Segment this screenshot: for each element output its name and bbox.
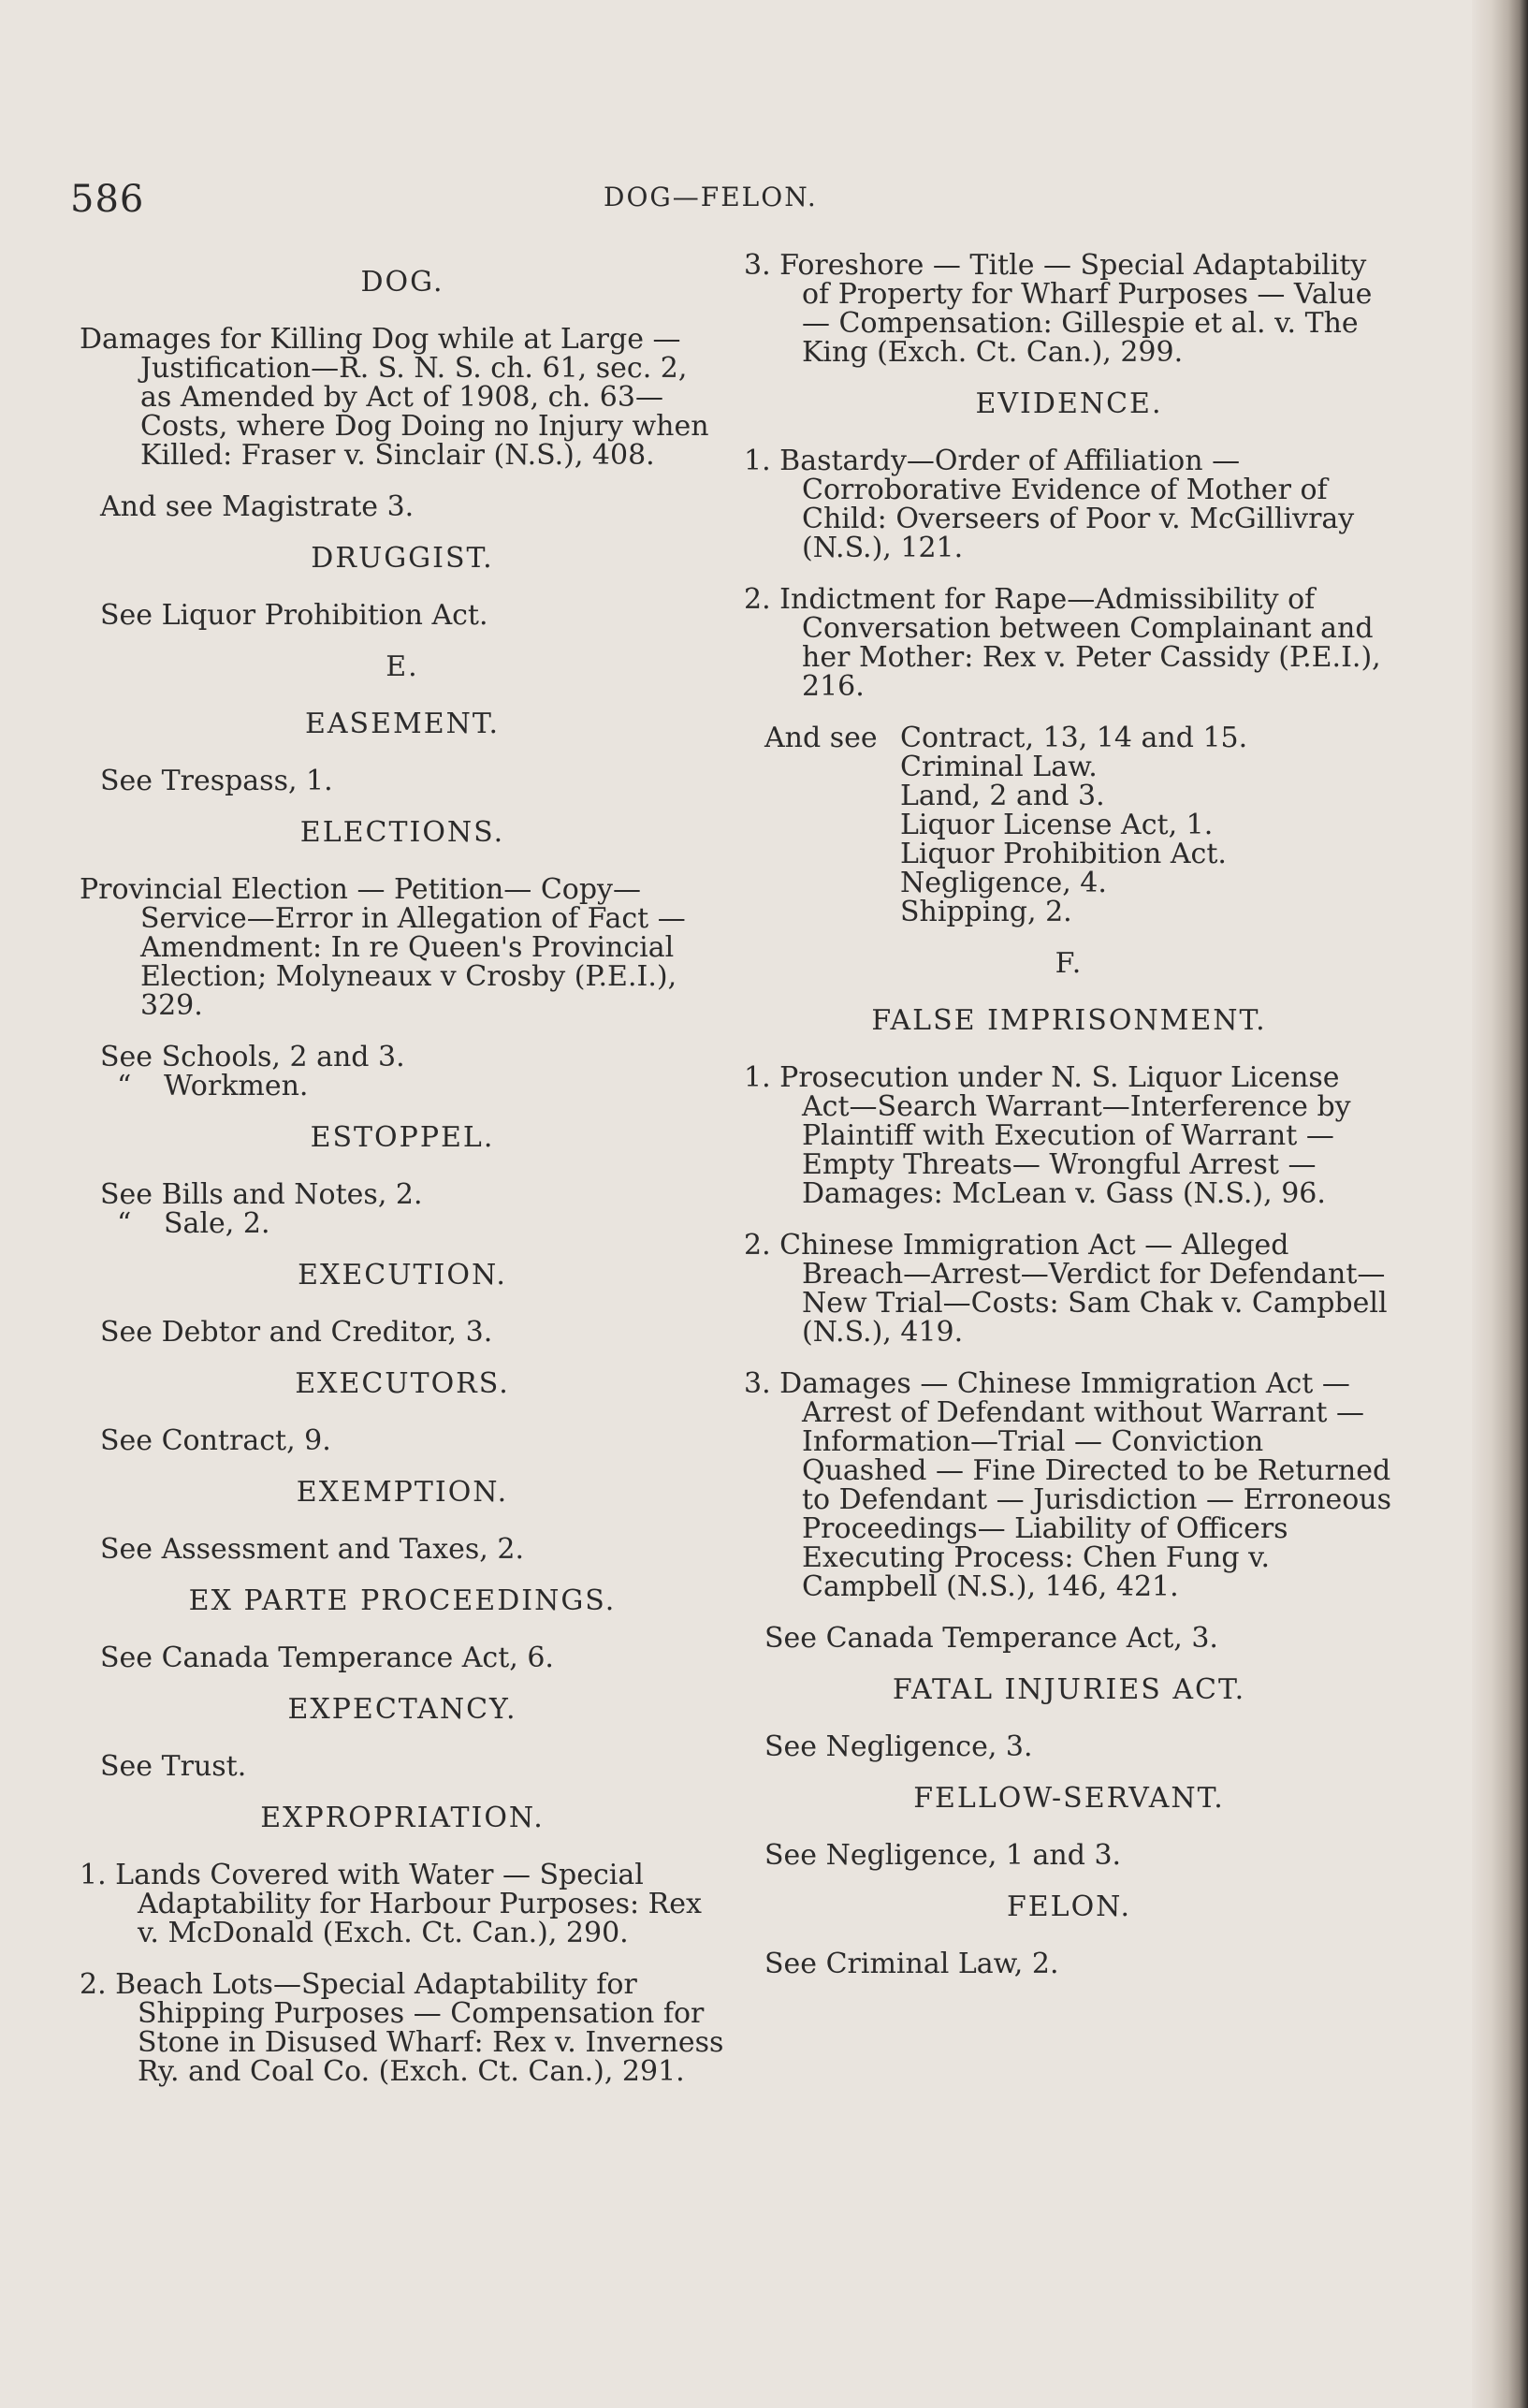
entry-false-imprisonment-1: 1. Prosecution under N. S. Liquor License Act—Search Warrant—Interference by Plaintiff with Execution of Warrant — Empty Threats— Wrongful Arrest — Damages: McLean v. Gass (N.S.), 96. — [744, 1061, 1351, 1210]
book-spine-shadow — [1472, 0, 1528, 2408]
entry-false-imprisonment-3: 3. Damages — Chinese Immigration Act —Arrest of Defendant without Warrant — Information—Trial — Conviction Quashed — Fine Directed to be Returned to Defendant — Jurisdiction — Erroneous Proceedings— Liability of Officers Executing Process: Chen Fung v. Campbell (N.S.), 146, 421. — [744, 1367, 1392, 1603]
see-estoppel-1: See Bills and Notes, 2. — [100, 1178, 423, 1211]
heading-easement: EASEMENT. — [304, 708, 501, 740]
see-ex-parte: See Canada Temperance Act, 6. — [100, 1642, 554, 1674]
see-fatal-injuries: See Negligence, 3. — [764, 1730, 1033, 1763]
see-estoppel-2 — [100, 1209, 725, 1238]
see-false-imprisonment: See Canada Temperance Act, 3. — [764, 1622, 1218, 1655]
and-see-item: Criminal Law. — [900, 751, 1098, 783]
and-see-items — [900, 723, 1394, 927]
and-see-item: Negligence, 4. — [900, 867, 1107, 899]
ditto-mark: “ — [117, 1207, 132, 1240]
entry-expropriation-1: 1. Lands Covered with Water — Special Adaptability for Harbour Purposes: Rex v. McDonald (Exch. Ct. Can.), 290. — [80, 1859, 702, 1949]
see-estoppel-2-text: Sale, 2. — [164, 1207, 270, 1240]
see-fellow-servant: See Negligence, 1 and 3. — [764, 1839, 1122, 1872]
entry-expropriation-2: 2. Beach Lots—Special Adaptability for Shipping Purposes — Compensation for Stone in Disused Wharf: Rex v. Inverness Ry. and Coal Co. (Exch. Ct. Can.), 291. — [80, 1968, 724, 2088]
heading-expectancy: EXPECTANCY. — [287, 1693, 517, 1726]
heading-false-imprisonment: FALSE IMPRISONMENT. — [871, 1004, 1267, 1037]
page-header — [0, 178, 1497, 225]
entry-dog: Damages for Killing Dog while at Large —Justification—R. S. N. S. ch. 61, sec. 2, as Amended by Act of 1908, ch. 63—Costs, where Dog Doing no Injury when Killed: Fraser v. Sinclair (N.S.), 408. — [80, 323, 709, 472]
entry-expropriation-3: 3. Foreshore — Title — Special Adaptability of Property for Wharf Purposes — Value — Compensation: Gillespie et al. v. The King (Exch. Ct. Can.), 299. — [744, 249, 1373, 369]
and-see-magistrate: And see Magistrate 3. — [100, 490, 415, 523]
heading-expropriation: EXPROPRIATION. — [260, 1802, 545, 1834]
right-column — [744, 251, 1394, 2001]
see-execution: See Debtor and Creditor, 3. — [100, 1316, 493, 1349]
heading-felon: FELON. — [1006, 1890, 1132, 1923]
and-see-item: Liquor Prohibition Act. — [900, 838, 1227, 870]
heading-elections: ELECTIONS. — [299, 816, 505, 849]
and-see-item: Liquor License Act, 1. — [900, 809, 1214, 841]
running-head: DOG—FELON. — [604, 182, 818, 212]
heading-executors: EXECUTORS. — [295, 1367, 510, 1400]
heading-exemption: EXEMPTION. — [296, 1476, 509, 1509]
see-felon: See Criminal Law, 2. — [764, 1948, 1059, 1980]
letter-e: E. — [386, 650, 419, 683]
and-see-item: Land, 2 and 3. — [900, 780, 1105, 812]
heading-dog: DOG. — [360, 266, 444, 299]
entry-evidence-1: 1. Bastardy—Order of Affiliation — Corroborative Evidence of Mother of Child: Overseers of Poor v. McGillivray (N.S.), 121. — [744, 445, 1355, 564]
heading-fatal-injuries: FATAL INJURIES ACT. — [892, 1673, 1246, 1706]
see-druggist: See Liquor Prohibition Act. — [100, 599, 488, 632]
see-executors: See Contract, 9. — [100, 1424, 331, 1457]
entry-elections: Provincial Election — Petition— Copy— Service—Error in Allegation of Fact —Amendment: In re Queen's Provincial Election; Molyneaux v Crosby (P.E.I.), 329. — [80, 873, 686, 1022]
heading-estoppel: ESTOPPEL. — [310, 1121, 495, 1154]
see-easement: See Trespass, 1. — [100, 765, 333, 797]
see-elections-2-text: Workmen. — [164, 1070, 309, 1102]
entry-evidence-2: 2. Indictment for Rape—Admissibility of Conversation between Complainant and her Mother: Rex v. Peter Cassidy (P.E.I.), 216. — [744, 583, 1381, 703]
and-see-item: Shipping, 2. — [900, 896, 1072, 928]
see-elections-1: See Schools, 2 and 3. — [100, 1041, 405, 1073]
letter-f: F. — [1055, 947, 1084, 980]
heading-fellow-servant: FELLOW-SERVANT. — [913, 1782, 1225, 1815]
and-see-evidence — [744, 723, 1394, 927]
and-see-item: Contract, 13, 14 and 15. — [900, 722, 1248, 754]
ditto-mark: “ — [117, 1070, 132, 1102]
entry-false-imprisonment-2: 2. Chinese Immigration Act — Alleged Breach—Arrest—Verdict for Defendant—New Trial—Costs: Sam Chak v. Campbell (N.S.), 419. — [744, 1229, 1388, 1349]
see-exemption: See Assessment and Taxes, 2. — [100, 1533, 524, 1566]
heading-execution: EXECUTION. — [298, 1259, 507, 1292]
heading-ex-parte: EX PARTE PROCEEDINGS. — [188, 1584, 617, 1617]
see-estoppel — [80, 1180, 725, 1238]
page-number: 586 — [70, 178, 145, 221]
left-column — [80, 251, 725, 2109]
see-expectancy: See Trust. — [100, 1750, 247, 1783]
and-see-lead: And see — [764, 722, 878, 754]
see-elections — [80, 1043, 725, 1101]
heading-evidence: EVIDENCE. — [975, 387, 1163, 420]
heading-druggist: DRUGGIST. — [311, 542, 494, 575]
see-elections-2 — [100, 1072, 725, 1101]
